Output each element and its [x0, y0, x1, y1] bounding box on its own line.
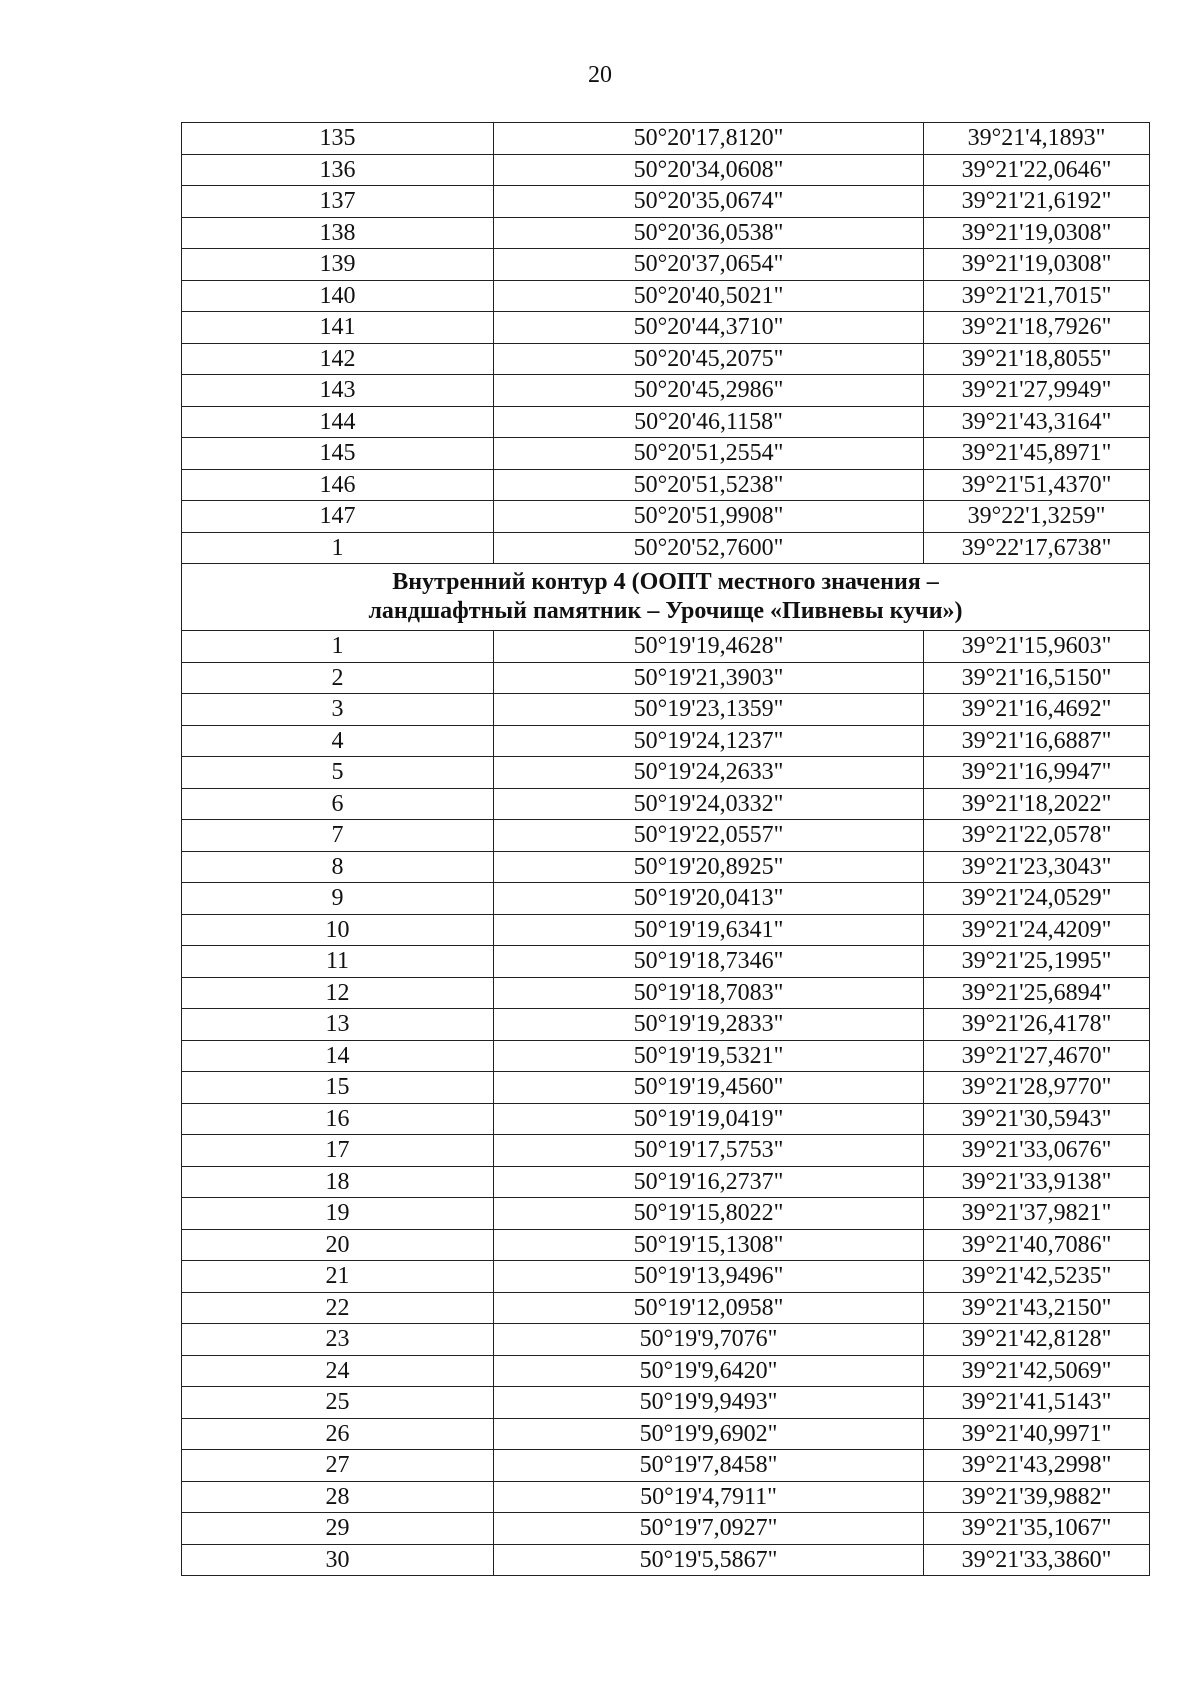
latitude-cell: 50°19'18,7346" — [494, 946, 924, 978]
latitude-cell: 50°19'23,1359" — [494, 694, 924, 726]
table-row — [182, 469, 1150, 501]
latitude-cell: 50°20'17,8120" — [494, 123, 924, 155]
longitude-cell: 39°21'28,9770" — [924, 1072, 1150, 1104]
longitude-cell: 39°21'35,1067" — [924, 1513, 1150, 1545]
latitude-cell: 50°19'19,4560" — [494, 1072, 924, 1104]
point-number-cell: 2 — [182, 662, 494, 694]
table-row — [182, 788, 1150, 820]
longitude-cell: 39°21'30,5943" — [924, 1103, 1150, 1135]
point-number-cell: 25 — [182, 1387, 494, 1419]
table-row — [182, 1198, 1150, 1230]
section-heading-line1: Внутренний контур 4 (ООПТ местного значения – — [392, 569, 939, 595]
longitude-cell: 39°21'51,4370" — [924, 469, 1150, 501]
table-row — [182, 1103, 1150, 1135]
latitude-cell: 50°19'18,7083" — [494, 977, 924, 1009]
point-number-cell: 18 — [182, 1166, 494, 1198]
longitude-cell: 39°22'1,3259" — [924, 501, 1150, 533]
latitude-cell: 50°20'46,1158" — [494, 406, 924, 438]
point-number-cell: 24 — [182, 1355, 494, 1387]
longitude-cell: 39°21'25,6894" — [924, 977, 1150, 1009]
longitude-cell: 39°21'43,2150" — [924, 1292, 1150, 1324]
table-row — [182, 1387, 1150, 1419]
longitude-cell: 39°21'24,4209" — [924, 914, 1150, 946]
table-row — [182, 532, 1150, 564]
latitude-cell: 50°19'9,9493" — [494, 1387, 924, 1419]
longitude-cell: 39°21'33,0676" — [924, 1135, 1150, 1167]
table-row — [182, 217, 1150, 249]
table-row — [182, 1166, 1150, 1198]
table-row — [182, 631, 1150, 663]
point-number-cell: 13 — [182, 1009, 494, 1041]
longitude-cell: 39°21'18,7926" — [924, 312, 1150, 344]
longitude-cell: 39°21'16,9947" — [924, 757, 1150, 789]
point-number-cell: 3 — [182, 694, 494, 726]
longitude-cell: 39°21'23,3043" — [924, 851, 1150, 883]
point-number-cell: 20 — [182, 1229, 494, 1261]
table-row — [182, 977, 1150, 1009]
latitude-cell: 50°19'7,8458" — [494, 1450, 924, 1482]
latitude-cell: 50°19'20,0413" — [494, 883, 924, 915]
latitude-cell: 50°19'13,9496" — [494, 1261, 924, 1293]
latitude-cell: 50°19'19,6341" — [494, 914, 924, 946]
table-row — [182, 883, 1150, 915]
longitude-cell: 39°21'16,4692" — [924, 694, 1150, 726]
rows-before-section — [182, 123, 1150, 564]
latitude-cell: 50°20'40,5021" — [494, 280, 924, 312]
longitude-cell: 39°21'27,9949" — [924, 375, 1150, 407]
point-number-cell: 27 — [182, 1450, 494, 1482]
point-number-cell: 10 — [182, 914, 494, 946]
point-number-cell: 17 — [182, 1135, 494, 1167]
point-number-cell: 30 — [182, 1544, 494, 1576]
table-row — [182, 1450, 1150, 1482]
longitude-cell: 39°21'25,1995" — [924, 946, 1150, 978]
longitude-cell: 39°21'42,8128" — [924, 1324, 1150, 1356]
point-number-cell: 139 — [182, 249, 494, 281]
latitude-cell: 50°19'19,4628" — [494, 631, 924, 663]
longitude-cell: 39°21'4,1893" — [924, 123, 1150, 155]
table-row — [182, 406, 1150, 438]
point-number-cell: 146 — [182, 469, 494, 501]
point-number-cell: 11 — [182, 946, 494, 978]
point-number-cell: 147 — [182, 501, 494, 533]
table-row — [182, 249, 1150, 281]
table-row — [182, 312, 1150, 344]
section-heading — [182, 564, 1150, 631]
longitude-cell: 39°21'21,6192" — [924, 186, 1150, 218]
latitude-cell: 50°20'45,2986" — [494, 375, 924, 407]
latitude-cell: 50°19'9,6420" — [494, 1355, 924, 1387]
longitude-cell: 39°21'40,7086" — [924, 1229, 1150, 1261]
latitude-cell: 50°19'4,7911" — [494, 1481, 924, 1513]
point-number-cell: 21 — [182, 1261, 494, 1293]
table-row — [182, 186, 1150, 218]
latitude-cell: 50°20'37,0654" — [494, 249, 924, 281]
point-number-cell: 4 — [182, 725, 494, 757]
latitude-cell: 50°19'5,5867" — [494, 1544, 924, 1576]
latitude-cell: 50°19'22,0557" — [494, 820, 924, 852]
point-number-cell: 143 — [182, 375, 494, 407]
latitude-cell: 50°19'19,2833" — [494, 1009, 924, 1041]
longitude-cell: 39°21'19,0308" — [924, 249, 1150, 281]
latitude-cell: 50°19'20,8925" — [494, 851, 924, 883]
point-number-cell: 144 — [182, 406, 494, 438]
point-number-cell: 142 — [182, 343, 494, 375]
point-number-cell: 145 — [182, 438, 494, 470]
latitude-cell: 50°19'16,2737" — [494, 1166, 924, 1198]
point-number-cell: 135 — [182, 123, 494, 155]
point-number-cell: 140 — [182, 280, 494, 312]
latitude-cell: 50°19'19,5321" — [494, 1040, 924, 1072]
longitude-cell: 39°21'22,0578" — [924, 820, 1150, 852]
longitude-cell: 39°21'16,5150" — [924, 662, 1150, 694]
table-row — [182, 438, 1150, 470]
latitude-cell: 50°19'9,7076" — [494, 1324, 924, 1356]
table-row — [182, 123, 1150, 155]
point-number-cell: 23 — [182, 1324, 494, 1356]
section-heading-line2: ландшафтный памятник – Урочище «Пивневы кучи») — [368, 598, 963, 624]
point-number-cell: 141 — [182, 312, 494, 344]
table-row — [182, 1261, 1150, 1293]
section-heading-row — [182, 564, 1150, 631]
point-number-cell: 19 — [182, 1198, 494, 1230]
latitude-cell: 50°19'15,1308" — [494, 1229, 924, 1261]
table-row — [182, 280, 1150, 312]
longitude-cell: 39°21'37,9821" — [924, 1198, 1150, 1230]
point-number-cell: 29 — [182, 1513, 494, 1545]
longitude-cell: 39°21'26,4178" — [924, 1009, 1150, 1041]
point-number-cell: 1 — [182, 532, 494, 564]
longitude-cell: 39°21'33,3860" — [924, 1544, 1150, 1576]
point-number-cell: 28 — [182, 1481, 494, 1513]
longitude-cell: 39°21'43,3164" — [924, 406, 1150, 438]
coordinates-table — [181, 122, 1150, 1576]
point-number-cell: 22 — [182, 1292, 494, 1324]
longitude-cell: 39°21'42,5069" — [924, 1355, 1150, 1387]
longitude-cell: 39°21'16,6887" — [924, 725, 1150, 757]
latitude-cell: 50°19'21,3903" — [494, 662, 924, 694]
latitude-cell: 50°19'24,1237" — [494, 725, 924, 757]
longitude-cell: 39°21'40,9971" — [924, 1418, 1150, 1450]
longitude-cell: 39°21'43,2998" — [924, 1450, 1150, 1482]
latitude-cell: 50°20'45,2075" — [494, 343, 924, 375]
point-number-cell: 5 — [182, 757, 494, 789]
table-row — [182, 1544, 1150, 1576]
table-row — [182, 851, 1150, 883]
latitude-cell: 50°19'24,2633" — [494, 757, 924, 789]
longitude-cell: 39°21'27,4670" — [924, 1040, 1150, 1072]
point-number-cell: 16 — [182, 1103, 494, 1135]
latitude-cell: 50°20'51,9908" — [494, 501, 924, 533]
longitude-cell: 39°21'41,5143" — [924, 1387, 1150, 1419]
longitude-cell: 39°21'18,8055" — [924, 343, 1150, 375]
longitude-cell: 39°21'45,8971" — [924, 438, 1150, 470]
point-number-cell: 7 — [182, 820, 494, 852]
table-row — [182, 914, 1150, 946]
point-number-cell: 137 — [182, 186, 494, 218]
latitude-cell: 50°20'44,3710" — [494, 312, 924, 344]
table-row — [182, 1229, 1150, 1261]
longitude-cell: 39°21'24,0529" — [924, 883, 1150, 915]
longitude-cell: 39°21'22,0646" — [924, 154, 1150, 186]
latitude-cell: 50°19'15,8022" — [494, 1198, 924, 1230]
latitude-cell: 50°19'24,0332" — [494, 788, 924, 820]
latitude-cell: 50°20'36,0538" — [494, 217, 924, 249]
latitude-cell: 50°20'52,7600" — [494, 532, 924, 564]
table-row — [182, 1418, 1150, 1450]
table-row — [182, 1072, 1150, 1104]
latitude-cell: 50°20'35,0674" — [494, 186, 924, 218]
table-row — [182, 1481, 1150, 1513]
page-number: 20 — [588, 62, 612, 88]
point-number-cell: 15 — [182, 1072, 494, 1104]
longitude-cell: 39°22'17,6738" — [924, 532, 1150, 564]
table-row — [182, 1513, 1150, 1545]
table-row — [182, 501, 1150, 533]
table-row — [182, 1355, 1150, 1387]
longitude-cell: 39°21'19,0308" — [924, 217, 1150, 249]
point-number-cell: 12 — [182, 977, 494, 1009]
latitude-cell: 50°20'34,0608" — [494, 154, 924, 186]
point-number-cell: 26 — [182, 1418, 494, 1450]
table-row — [182, 1040, 1150, 1072]
latitude-cell: 50°19'9,6902" — [494, 1418, 924, 1450]
table-row — [182, 1324, 1150, 1356]
latitude-cell: 50°20'51,5238" — [494, 469, 924, 501]
point-number-cell: 9 — [182, 883, 494, 915]
table-row — [182, 343, 1150, 375]
table-row — [182, 1292, 1150, 1324]
table-row — [182, 1135, 1150, 1167]
longitude-cell: 39°21'18,2022" — [924, 788, 1150, 820]
section-heading-group — [182, 564, 1150, 631]
longitude-cell: 39°21'42,5235" — [924, 1261, 1150, 1293]
table-row — [182, 375, 1150, 407]
table-row — [182, 154, 1150, 186]
latitude-cell: 50°19'19,0419" — [494, 1103, 924, 1135]
latitude-cell: 50°19'17,5753" — [494, 1135, 924, 1167]
table-row — [182, 820, 1150, 852]
table-row — [182, 662, 1150, 694]
table-row — [182, 946, 1150, 978]
point-number-cell: 138 — [182, 217, 494, 249]
table-row — [182, 725, 1150, 757]
longitude-cell: 39°21'15,9603" — [924, 631, 1150, 663]
point-number-cell: 14 — [182, 1040, 494, 1072]
point-number-cell: 8 — [182, 851, 494, 883]
point-number-cell: 136 — [182, 154, 494, 186]
point-number-cell: 6 — [182, 788, 494, 820]
table-row — [182, 694, 1150, 726]
table-row — [182, 757, 1150, 789]
latitude-cell: 50°20'51,2554" — [494, 438, 924, 470]
table-row — [182, 1009, 1150, 1041]
longitude-cell: 39°21'39,9882" — [924, 1481, 1150, 1513]
latitude-cell: 50°19'12,0958" — [494, 1292, 924, 1324]
longitude-cell: 39°21'33,9138" — [924, 1166, 1150, 1198]
rows-after-section — [182, 631, 1150, 1576]
longitude-cell: 39°21'21,7015" — [924, 280, 1150, 312]
point-number-cell: 1 — [182, 631, 494, 663]
latitude-cell: 50°19'7,0927" — [494, 1513, 924, 1545]
